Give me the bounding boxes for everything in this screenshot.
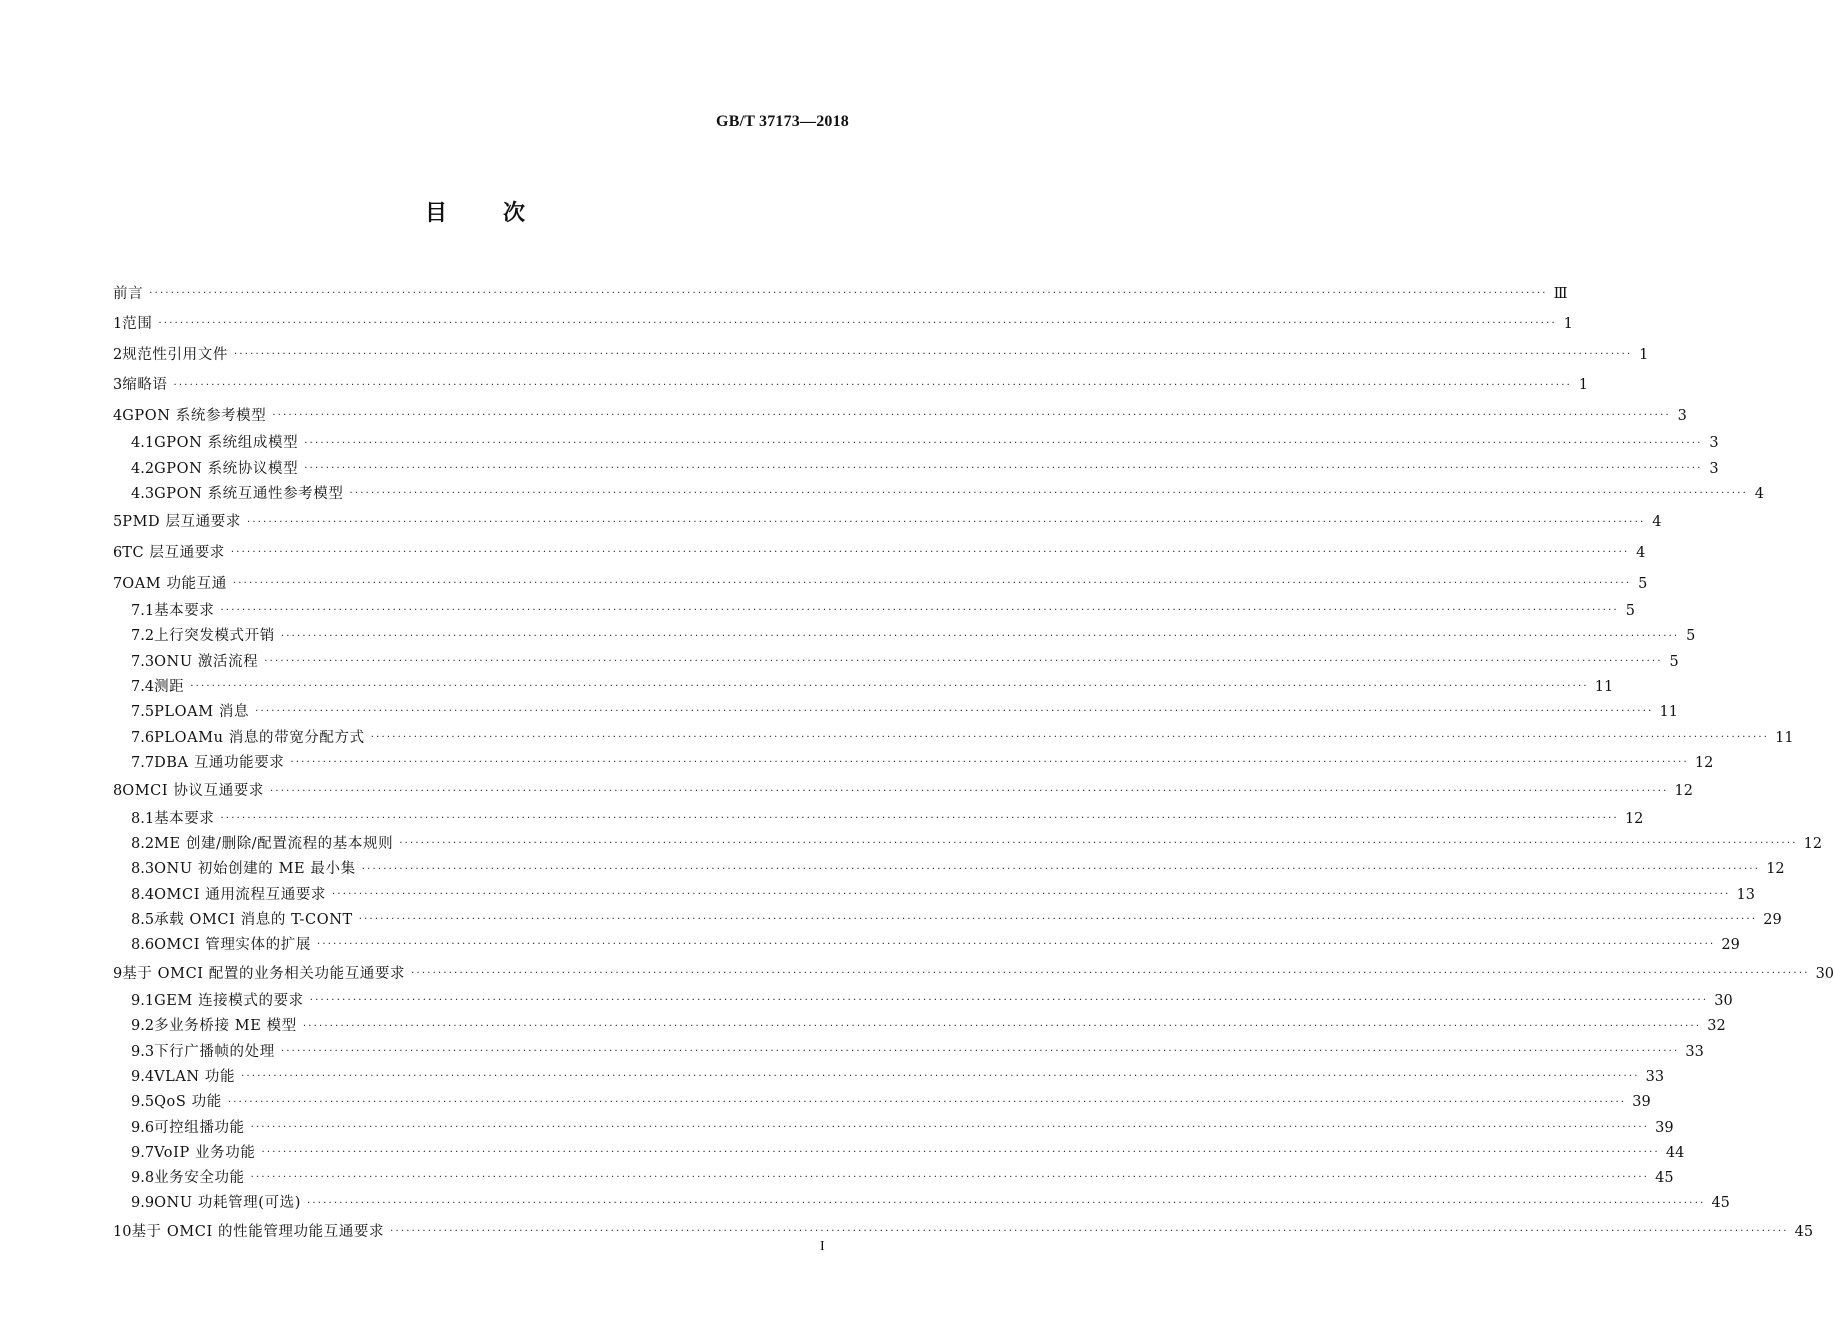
dot-leader: ····································································································································································································································································: [349, 488, 1748, 500]
toc-entry-number: 8.1: [131, 810, 155, 827]
toc-entry-title: PLOAM 消息: [154, 704, 250, 721]
dot-leader: ····································································································································································································································································: [390, 1226, 1789, 1238]
toc-entry-page: 5: [1625, 603, 1635, 620]
toc-entry-title: 基于 OMCI 的性能管理功能互通要求: [131, 1223, 385, 1240]
toc-entry-number: 8: [113, 783, 123, 800]
toc-entry-number: 8.5: [131, 911, 155, 928]
toc-entry-number: 7.4: [131, 678, 155, 695]
dot-leader: ····································································································································································································································································: [411, 967, 1810, 979]
toc-entry[interactable]: [113, 1090, 1651, 1115]
toc-entry[interactable]: [113, 649, 1679, 674]
toc-entry-number: 8.3: [131, 861, 155, 878]
dot-leader: ····································································································································································································································································: [304, 462, 1703, 474]
toc-entry[interactable]: [113, 400, 1687, 431]
toc-entry-number: 8.2: [131, 836, 155, 852]
toc-entry[interactable]: [113, 1014, 1726, 1039]
toc-entry-title: VLAN 功能: [154, 1068, 236, 1085]
toc-entry-title: ME 创建/删除/配置流程的基本规则: [154, 836, 394, 852]
toc-entry-page: 11: [1659, 704, 1678, 721]
toc-entry[interactable]: [113, 568, 1648, 599]
toc-entry-number: 4.2: [131, 460, 155, 477]
toc-entry-number: 7.1: [131, 603, 155, 620]
toc-entry-page: 12: [1674, 783, 1693, 800]
toc-entry[interactable]: [113, 750, 1714, 775]
toc-entry-page: 45: [1794, 1223, 1814, 1240]
toc-entry-title: ONU 激活流程: [154, 653, 259, 670]
toc-entry[interactable]: [113, 537, 1646, 568]
toc-entry-page: 32: [1707, 1018, 1726, 1035]
toc-entry-page: 11: [1594, 678, 1614, 695]
toc-entry[interactable]: [113, 1039, 1704, 1064]
toc-entry-page: 45: [1655, 1170, 1674, 1187]
toc-entry-page: 33: [1685, 1043, 1704, 1060]
toc-entry-page: 12: [1624, 810, 1644, 827]
dot-leader: ····································································································································································································································································: [250, 1172, 1650, 1184]
dot-leader: ····································································································································································································································································: [241, 1071, 1640, 1083]
title-char-1: 目: [424, 201, 447, 226]
toc-entry-title: 承载 OMCI 消息的 T-CONT: [154, 911, 353, 928]
toc-entry[interactable]: [113, 725, 1794, 750]
toc-entry[interactable]: [113, 989, 1733, 1014]
toc-entry-number: 4.1: [131, 435, 155, 452]
dot-leader: ····································································································································································································································································: [358, 914, 1758, 926]
toc-entry[interactable]: [113, 339, 1649, 370]
toc-entry[interactable]: [113, 933, 1740, 958]
dot-leader: ····································································································································································································································································: [316, 939, 1716, 951]
toc-entry-title: ONU 功耗管理(可选): [154, 1195, 301, 1212]
toc-entry-number: 6: [113, 545, 123, 561]
toc-entry-number: 7: [113, 575, 123, 592]
dot-leader: ····································································································································································································································································: [306, 1197, 1706, 1209]
toc-entry-number: 9.3: [131, 1043, 155, 1060]
toc-entry-number: 7.6: [131, 729, 155, 746]
toc-entry-number: 7.5: [131, 704, 155, 721]
toc-entry[interactable]: [113, 908, 1782, 933]
dot-leader: ····································································································································································································································································: [233, 348, 1633, 360]
toc-entry[interactable]: [113, 776, 1693, 807]
toc-entry-title: 缩略语: [122, 377, 168, 394]
toc-entry-title: 多业务桥接 ME 模型: [154, 1018, 297, 1035]
toc-entry-title: GPON 系统协议模型: [154, 460, 299, 477]
toc-entry-page: 5: [1669, 653, 1679, 670]
dot-leader: ····································································································································································································································································: [272, 410, 1671, 422]
toc-entry-title: GPON 系统互通性参考模型: [154, 485, 344, 502]
page-number: I: [820, 1239, 825, 1254]
toc-entry-page: 12: [1803, 836, 1823, 852]
toc-entry-title: 基本要求: [154, 810, 215, 827]
toc-entry-number: 9.6: [131, 1119, 155, 1136]
toc-entry-title: 下行广播帧的处理: [154, 1043, 275, 1060]
toc-entry-page: 4: [1636, 545, 1646, 561]
toc-entry[interactable]: [113, 482, 1764, 507]
toc-entry[interactable]: [113, 309, 1573, 340]
dot-leader: ····································································································································································································································································: [190, 681, 1589, 693]
toc-entry[interactable]: [113, 370, 1589, 401]
dot-leader: ····································································································································································································································································: [227, 1096, 1627, 1108]
toc-entry-title: OMCI 通用流程互通要求: [154, 886, 327, 903]
toc-entry-number: 8.6: [131, 937, 155, 954]
toc-entry[interactable]: [113, 1140, 1685, 1165]
toc-entry-title: 业务安全功能: [154, 1170, 245, 1187]
dot-leader: ····································································································································································································································································: [230, 547, 1630, 559]
toc-entry[interactable]: [113, 832, 1823, 857]
toc-entry[interactable]: [113, 278, 1568, 309]
toc-entry-title: 可控组播功能: [154, 1119, 245, 1136]
dot-leader: ····································································································································································································································································: [149, 287, 1548, 299]
toc-entry-title: 基于 OMCI 配置的业务相关功能互通要求: [122, 965, 406, 982]
dot-leader: ····································································································································································································································································: [399, 838, 1798, 850]
dot-leader: ····································································································································································································································································: [280, 630, 1680, 642]
toc-entry-page: 29: [1721, 937, 1740, 954]
toc-entry-title: GPON 系统参考模型: [122, 407, 267, 424]
toc-entry[interactable]: [113, 456, 1719, 481]
dot-leader: ····································································································································································································································································: [332, 888, 1731, 900]
dot-leader: ····································································································································································································································································: [370, 731, 1770, 743]
toc-entry-number: 9.2: [131, 1018, 155, 1035]
toc-entry-title: VoIP 业务功能: [154, 1144, 256, 1161]
toc-entry-number: 9.4: [131, 1068, 155, 1085]
toc-entry-page: 3: [1709, 460, 1719, 477]
toc-entry-page: 4: [1652, 514, 1662, 531]
toc-entry-page: 11: [1775, 729, 1794, 746]
toc-entry-number: 2: [113, 346, 123, 363]
toc-entry-page: 33: [1645, 1068, 1665, 1085]
toc-entry-page: 13: [1736, 886, 1755, 903]
toc-entry-page: 44: [1665, 1144, 1685, 1161]
toc-entry-title: 范围: [122, 316, 153, 333]
toc-entry[interactable]: [113, 431, 1719, 456]
toc-entry-page: 12: [1766, 861, 1785, 878]
toc-entry-page: 29: [1763, 911, 1782, 928]
toc-entry-title: OAM 功能互通: [122, 575, 227, 592]
dot-leader: ····································································································································································································································································: [302, 1020, 1702, 1032]
toc-entry[interactable]: [113, 882, 1755, 907]
toc-entry-number: 9: [113, 965, 123, 982]
dot-leader: ····································································································································································································································································: [290, 757, 1689, 769]
dot-leader: ····································································································································································································································································: [261, 1147, 1660, 1159]
toc-entry[interactable]: [113, 675, 1614, 700]
toc-entry-title: GEM 连接模式的要求: [154, 993, 304, 1010]
toc-entry[interactable]: [113, 1216, 1814, 1247]
toc-entry-title: 规范性引用文件: [122, 346, 228, 363]
toc-entry-number: 4: [113, 407, 123, 424]
toc-entry-number: 9.1: [131, 993, 155, 1010]
toc-entry-number: 3: [113, 377, 123, 394]
dot-leader: ····································································································································································································································································: [280, 1045, 1680, 1057]
toc-entry[interactable]: [113, 507, 1662, 538]
toc-entry-number: 10: [113, 1223, 132, 1240]
toc-entry[interactable]: [113, 857, 1785, 882]
dot-leader: ····································································································································································································································································: [255, 706, 1654, 718]
dot-leader: ····································································································································································································································································: [220, 812, 1619, 824]
toc-entry[interactable]: [113, 806, 1644, 831]
toc-entry[interactable]: [113, 958, 1834, 989]
toc-entry-title: DBA 互通功能要求: [154, 754, 285, 771]
toc-entry-page: Ⅲ: [1553, 285, 1568, 302]
toc-entry-number: 9.9: [131, 1195, 155, 1212]
toc-entry[interactable]: [113, 1166, 1674, 1191]
toc-entry[interactable]: [113, 700, 1678, 725]
toc-entry-title: 上行突发模式开销: [154, 628, 275, 645]
toc-entry[interactable]: [113, 599, 1635, 624]
toc-entry-page: 3: [1709, 435, 1719, 452]
toc-entry-number: 9.8: [131, 1170, 155, 1187]
toc-entry-title: PMD 层互通要求: [122, 514, 241, 531]
dot-leader: ····································································································································································································································································: [304, 437, 1703, 449]
dot-leader: ····································································································································································································································································: [361, 863, 1761, 875]
dot-leader: ····································································································································································································································································: [173, 379, 1573, 391]
toc-entry-page: 45: [1711, 1195, 1730, 1212]
toc-entry-number: 9.5: [131, 1094, 155, 1111]
toc-entry-number: 5: [113, 514, 123, 531]
toc-entry-title: 测距: [154, 678, 185, 695]
dot-leader: ····································································································································································································································································: [270, 785, 1669, 797]
dot-leader: ····································································································································································································································································: [264, 655, 1663, 667]
toc-entry-page: 12: [1694, 754, 1714, 771]
toc-entry-number: 9.7: [131, 1144, 155, 1161]
page-title: [0, 196, 950, 227]
dot-leader: ····································································································································································································································································: [232, 577, 1632, 589]
toc-entry-title: OMCI 管理实体的扩展: [154, 937, 311, 954]
toc-entry[interactable]: [113, 1191, 1730, 1216]
toc-entry-title: 前言: [113, 285, 144, 302]
toc-entry-number: 4.3: [131, 485, 155, 502]
toc-entry-number: 8.4: [131, 886, 155, 903]
toc-entry[interactable]: [113, 1065, 1665, 1090]
toc-entry-title: GPON 系统组成模型: [154, 435, 299, 452]
standard-code: GB/T 37173—2018: [716, 113, 849, 130]
toc-entry-page: 4: [1754, 485, 1764, 502]
toc-entry-page: 1: [1578, 377, 1589, 394]
toc-entry-title: ONU 初始创建的 ME 最小集: [154, 861, 356, 878]
dot-leader: ····································································································································································································································································: [309, 995, 1709, 1007]
dot-leader: ····································································································································································································································································: [250, 1121, 1650, 1133]
toc-entry-number: 1: [113, 316, 123, 333]
toc-entry-title: TC 层互通要求: [122, 545, 225, 561]
toc-entry-title: OMCI 协议互通要求: [122, 783, 264, 800]
toc-entry-page: 39: [1632, 1094, 1651, 1111]
toc-entry-title: 基本要求: [154, 603, 215, 620]
toc-entry-number: 7.2: [131, 628, 155, 645]
toc-entry-page: 1: [1639, 346, 1649, 363]
toc-entry-page: 5: [1638, 575, 1648, 592]
toc-entry-title: QoS 功能: [154, 1094, 222, 1111]
toc-entry-number: 7.7: [131, 754, 155, 771]
toc-entry-page: 39: [1655, 1119, 1674, 1136]
table-of-contents: [113, 278, 1834, 1247]
toc-entry-page: 5: [1686, 628, 1696, 645]
dot-leader: ····································································································································································································································································: [246, 516, 1646, 528]
title-char-2: 次: [503, 201, 526, 226]
toc-entry[interactable]: [113, 624, 1696, 649]
toc-entry-page: 30: [1714, 993, 1733, 1010]
dot-leader: ····································································································································································································································································: [158, 318, 1557, 330]
toc-entry-page: 30: [1815, 965, 1834, 982]
toc-entry-title: PLOAMu 消息的带宽分配方式: [154, 729, 365, 746]
toc-entry-page: 1: [1563, 316, 1573, 333]
toc-entry-page: 3: [1677, 407, 1687, 424]
toc-entry[interactable]: [113, 1115, 1674, 1140]
toc-entry-number: 7.3: [131, 653, 155, 670]
dot-leader: ····································································································································································································································································: [220, 605, 1619, 617]
